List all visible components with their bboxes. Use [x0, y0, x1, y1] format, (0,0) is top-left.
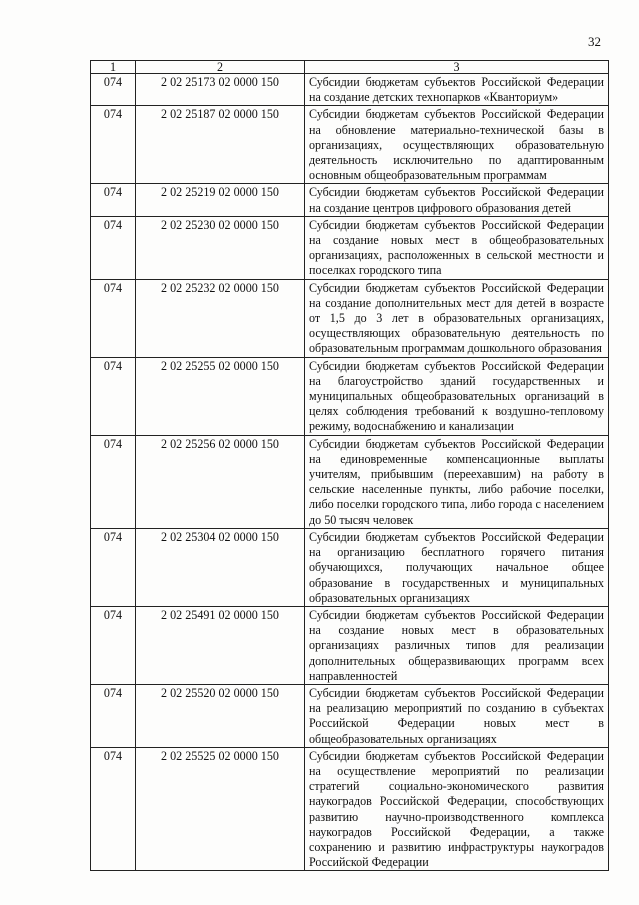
description-cell: Субсидии бюджетам субъектов Российской Федерации на реализацию мероприятий по созданию в субъектах Российской Федерации новых мест в общеобразовательных организациях [305, 684, 609, 747]
description-cell: Субсидии бюджетам субъектов Российской Федерации на создание новых мест в образовательных организациях различных типов для реализации дополнительных общеразвивающих программ всех направленностей [305, 606, 609, 684]
table-row [91, 747, 609, 871]
kbk-code-cell: 2 02 25219 02 0000 150 [136, 184, 305, 216]
admin-code-cell: 074 [91, 216, 136, 279]
table-row [91, 435, 609, 528]
table-row [91, 606, 609, 684]
kbk-code-cell: 2 02 25230 02 0000 150 [136, 216, 305, 279]
table-row [91, 74, 609, 106]
admin-code-cell: 074 [91, 357, 136, 435]
description-cell: Субсидии бюджетам субъектов Российской Федерации на создание центров цифрового образования детей [305, 184, 609, 216]
description-cell: Субсидии бюджетам субъектов Российской Федерации на создание дополнительных мест для детей в возрасте от 1,5 до 3 лет в образовательных организациях, осуществляющих образовательную деятельность по образовательным программам дошкольного образования [305, 279, 609, 357]
kbk-code-cell: 2 02 25304 02 0000 150 [136, 528, 305, 606]
admin-code-cell: 074 [91, 279, 136, 357]
table-row [91, 106, 609, 184]
description-cell: Субсидии бюджетам субъектов Российской Федерации на осуществление мероприятий по реализации стратегий социально-экономического развития наукоградов Российской Федерации, способствующих развитию научно-производственного комплекса наукоградов Российской Федерации, а также сохранению и развитию инфраструктуры наукоградов Российской Федерации [305, 747, 609, 871]
page-number: 32 [588, 34, 601, 49]
description-cell: Субсидии бюджетам субъектов Российской Федерации на создание новых мест в общеобразовательных организациях, расположенных в сельской местности и поселках городского типа [305, 216, 609, 279]
table-row [91, 684, 609, 747]
column-header-2: 2 [136, 61, 305, 74]
admin-code-cell: 074 [91, 528, 136, 606]
kbk-code-cell: 2 02 25232 02 0000 150 [136, 279, 305, 357]
table-row [91, 184, 609, 216]
table-row [91, 528, 609, 606]
budget-classification-table [90, 60, 609, 871]
admin-code-cell: 074 [91, 106, 136, 184]
table-row [91, 357, 609, 435]
admin-code-cell: 074 [91, 74, 136, 106]
kbk-code-cell: 2 02 25520 02 0000 150 [136, 684, 305, 747]
description-cell: Субсидии бюджетам субъектов Российской Федерации на создание детских технопарков «Кванториум» [305, 74, 609, 106]
column-header-3: 3 [305, 61, 609, 74]
description-cell: Субсидии бюджетам субъектов Российской Федерации на организацию бесплатного горячего питания обучающихся, получающих начальное общее образование в государственных и муниципальных образовательных организациях [305, 528, 609, 606]
table-header-row [91, 61, 609, 74]
kbk-code-cell: 2 02 25525 02 0000 150 [136, 747, 305, 871]
admin-code-cell: 074 [91, 184, 136, 216]
kbk-code-cell: 2 02 25173 02 0000 150 [136, 74, 305, 106]
admin-code-cell: 074 [91, 606, 136, 684]
kbk-code-cell: 2 02 25255 02 0000 150 [136, 357, 305, 435]
description-cell: Субсидии бюджетам субъектов Российской Федерации на единовременные компенсационные выплаты учителям, прибывшим (переехавшим) на работу в сельские населенные пункты, либо рабочие поселки, либо поселки городского типа, либо города с населением до 50 тысяч человек [305, 435, 609, 528]
description-cell: Субсидии бюджетам субъектов Российской Федерации на благоустройство зданий государственных и муниципальных общеобразовательных организаций в целях соблюдения требований к воздушно-тепловому режиму, водоснабжению и канализации [305, 357, 609, 435]
admin-code-cell: 074 [91, 435, 136, 528]
table-row [91, 216, 609, 279]
column-header-1: 1 [91, 61, 136, 74]
kbk-code-cell: 2 02 25491 02 0000 150 [136, 606, 305, 684]
kbk-code-cell: 2 02 25187 02 0000 150 [136, 106, 305, 184]
admin-code-cell: 074 [91, 684, 136, 747]
description-cell: Субсидии бюджетам субъектов Российской Федерации на обновление материально-технической базы в организациях, осуществляющих образовательную деятельность исключительно по адаптированным основным общеобразовательным программам [305, 106, 609, 184]
kbk-code-cell: 2 02 25256 02 0000 150 [136, 435, 305, 528]
table-row [91, 279, 609, 357]
admin-code-cell: 074 [91, 747, 136, 871]
